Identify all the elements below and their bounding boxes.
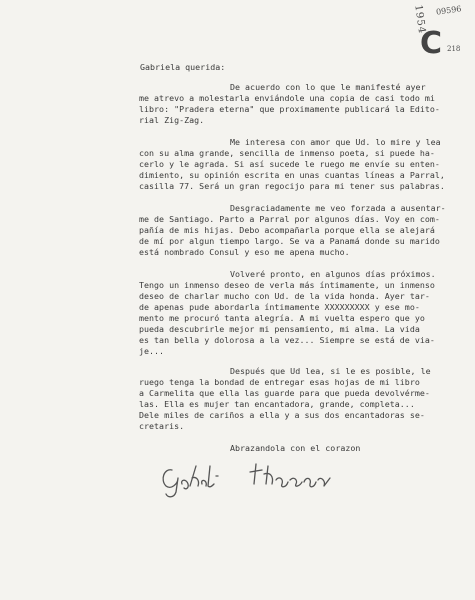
body-line: libro: "Pradera eterna" que proximamente publicará la Edito-	[139, 104, 440, 114]
archive-sub-number: 218	[447, 45, 461, 53]
body-line: de mí por algun tiempo largo. Se va a Panamá donde su marido	[139, 236, 440, 246]
body-line: cerlo y le agrada. Si así sucede le ruego me envíe su enten-	[139, 159, 440, 169]
body-line: Me interesa con amor que Ud. lo mire y lea	[230, 137, 441, 147]
body-line: Desgraciadamente me veo forzada a ausentar-	[230, 203, 446, 213]
body-line: Volveré pronto, en algunos días próximos.	[230, 269, 436, 279]
body-line: de apenas pude abordarla íntimamente XXXXXXXXX y ese mo-	[139, 302, 420, 312]
body-line: ruego tenga la bondad de entregar esas hojas de mi libro	[139, 377, 420, 387]
body-line: dimiento, su opinión escrita en unas cuantas líneas a Parral,	[139, 170, 445, 180]
body-line: cretaris.	[139, 421, 185, 431]
archive-catalog-id: 09596	[435, 4, 462, 17]
body-line: a Carmelita que ella las guarde para que pueda devolvérme-	[139, 388, 430, 398]
body-line: es tan bella y dolorosa a la vez... Siempre se está de via-	[139, 335, 435, 345]
body-line: rial Zig-Zag.	[139, 115, 205, 125]
body-line: está nombrado Consul y eso me apena mucho.	[139, 247, 350, 257]
body-line: De acuerdo con lo que le manifesté ayer	[230, 82, 426, 92]
body-line: pañía de mis hijas. Debo acompañarla porque ella se alejará	[139, 225, 435, 235]
body-line: Después que Ud lea, si le es posible, le	[230, 366, 431, 376]
archive-letter-mark: C	[420, 26, 443, 61]
body-line: con su alma grande, sencilla de inmenso poeta, si puede ha-	[139, 148, 435, 158]
body-line: Tengo un inmenso deseo de verla más íntimamente, un inmenso	[139, 280, 435, 290]
handwritten-signature	[158, 458, 348, 502]
body-line: pueda descubrirle mejor mi pensamiento, mi alma. La vida	[139, 324, 420, 334]
body-line: me de Santiago. Parto a Parral por algunos días. Voy en com-	[139, 214, 440, 224]
body-line: deseo de charlar mucho con Ud. de la vida honda. Ayer tar-	[139, 291, 430, 301]
body-line: mento me procuró tanta alegría. A mi vuelta espero que yo	[139, 313, 425, 323]
archive-year: 1954	[412, 4, 428, 35]
salutation: Gabriela querida:	[140, 62, 226, 72]
closing: Abrazandola con el corazon	[230, 443, 361, 453]
body-line: las. Ella es mujer tan encantadora, grande, completa...	[139, 399, 415, 409]
body-line: je...	[139, 346, 165, 356]
body-line: casilla 77. Será un gran regocijo para mi tener sus palabras.	[139, 181, 445, 191]
body-line: me atrevo a molestarla enviándole una copia de casi todo mi	[139, 93, 435, 103]
body-line: Dele miles de cariños a ella y a sus dos encantadoras se-	[139, 410, 425, 420]
